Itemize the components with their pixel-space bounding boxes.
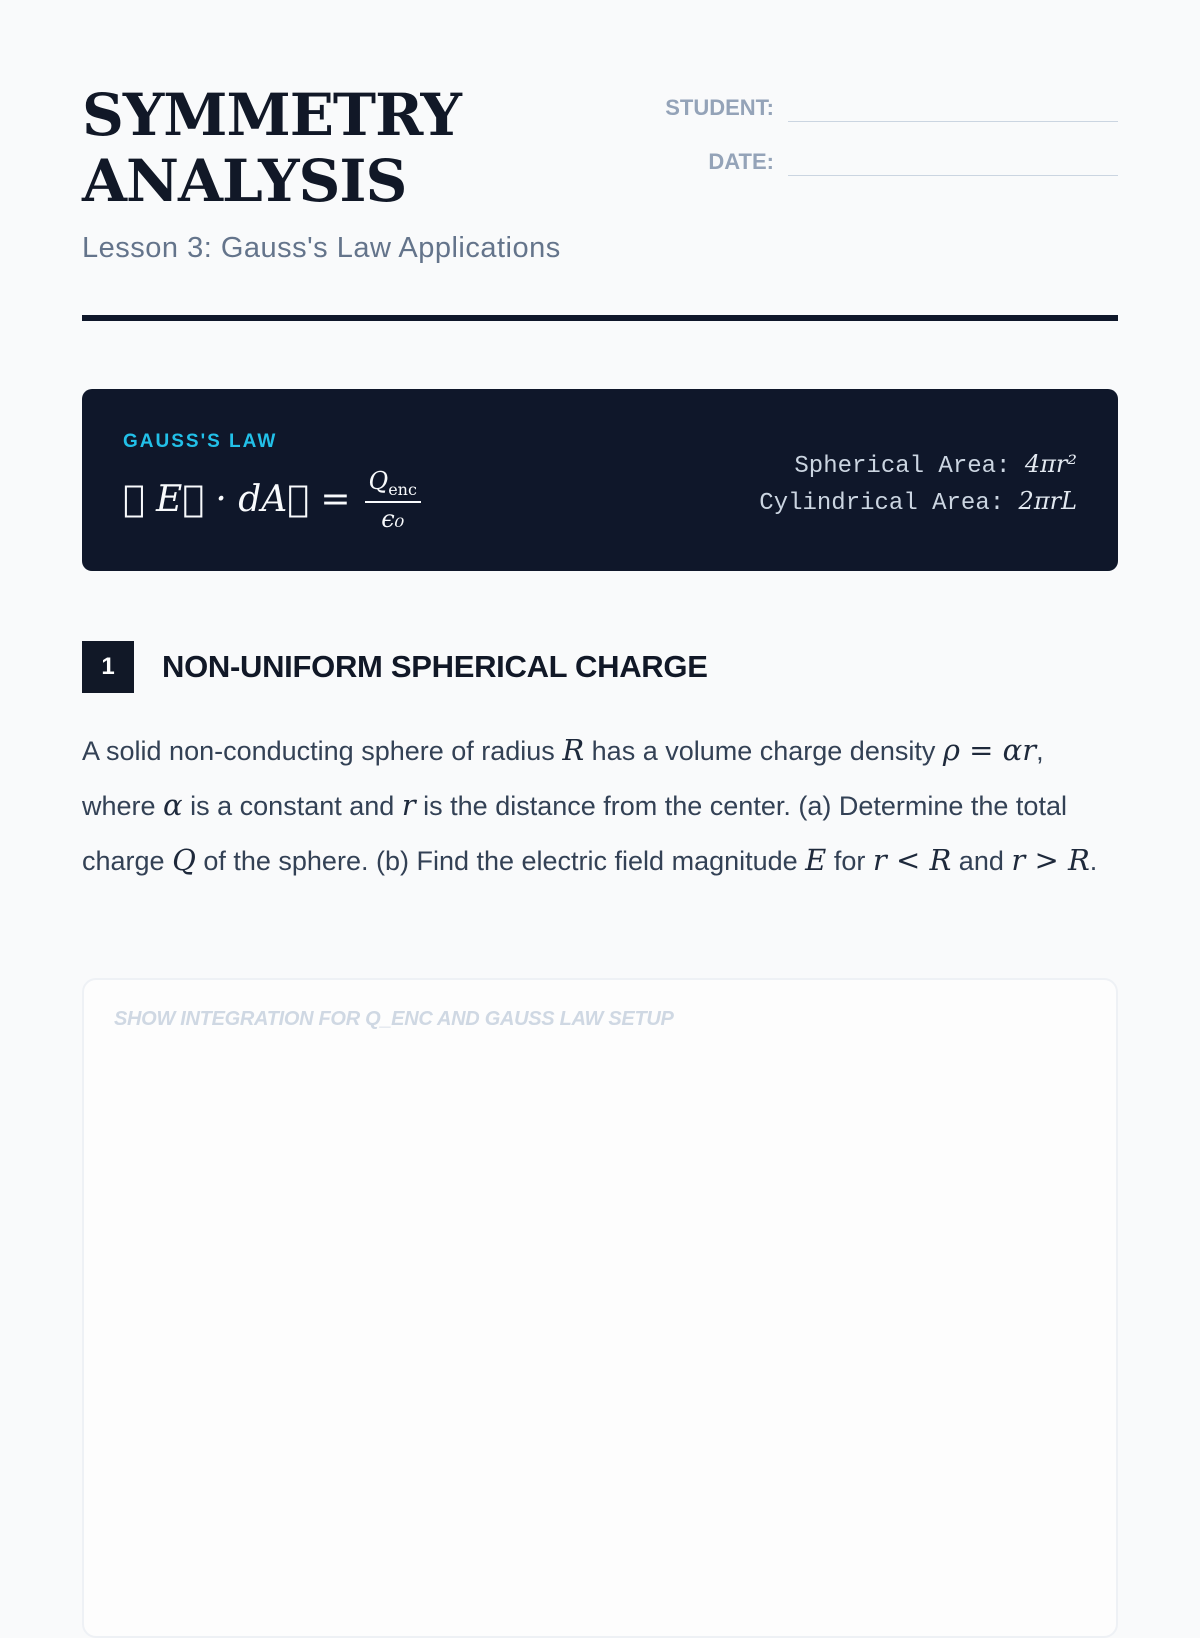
numerator-symbol: Q bbox=[368, 467, 389, 495]
question-text-part: is a constant and bbox=[182, 791, 402, 821]
date-label: DATE: bbox=[708, 149, 774, 174]
student-field-row bbox=[648, 86, 1118, 122]
question-number-badge: 1 bbox=[82, 641, 134, 693]
work-area-placeholder: SHOW INTEGRATION FOR Q_ENC AND GAUSS LAW SETUP bbox=[114, 1008, 674, 1030]
question-text-part: is the distance from the center. (a) Determine the total charge bbox=[82, 791, 1067, 876]
spherical-area-value: 4πr² bbox=[1024, 450, 1077, 478]
cylindrical-area-row bbox=[759, 484, 1077, 521]
gauss-law-formula-card bbox=[82, 389, 1118, 571]
question-text-part: and bbox=[951, 846, 1012, 876]
lesson-subtitle: Lesson 3: Gauss's Law Applications bbox=[82, 232, 561, 264]
title-line-1: SYMMETRY bbox=[82, 81, 461, 149]
math-field-e: E bbox=[805, 843, 827, 877]
math-r: r bbox=[401, 788, 416, 822]
area-reference bbox=[759, 447, 1077, 521]
question-text-part: , where bbox=[82, 736, 1044, 821]
question-text bbox=[82, 723, 1118, 888]
fraction-numerator bbox=[365, 467, 421, 503]
title-line-2: ANALYSIS bbox=[82, 147, 407, 215]
question-text-part: for bbox=[826, 846, 873, 876]
worksheet-header bbox=[82, 0, 1118, 322]
formula-label: GAUSS'S LAW bbox=[123, 431, 278, 452]
date-field-row bbox=[648, 140, 1118, 176]
math-outside-condition: r > R bbox=[1011, 843, 1090, 877]
spherical-area-label: Spherical Area: bbox=[794, 453, 1011, 480]
equation-fraction bbox=[365, 467, 421, 533]
cylindrical-area-label: Cylindrical Area: bbox=[759, 490, 1005, 517]
student-label: STUDENT: bbox=[665, 95, 774, 120]
math-charge-density: ρ = αr bbox=[942, 733, 1037, 767]
page-title bbox=[82, 82, 622, 214]
equation-lhs: ∮ E⃗ · dA⃗ = bbox=[123, 479, 351, 521]
question-header bbox=[82, 641, 708, 693]
question-title: NON-UNIFORM SPHERICAL CHARGE bbox=[162, 649, 708, 684]
math-total-charge: Q bbox=[172, 843, 196, 877]
spherical-area-row bbox=[759, 447, 1077, 484]
question-text-part: has a volume charge density bbox=[584, 736, 943, 766]
student-name-field[interactable] bbox=[788, 91, 1118, 122]
cylindrical-area-value: 2πrL bbox=[1018, 487, 1077, 515]
date-field[interactable] bbox=[788, 145, 1118, 176]
student-info-fields bbox=[648, 86, 1118, 194]
question-text-part: . bbox=[1089, 846, 1098, 876]
question-text-part: of the sphere. (b) Find the electric field magnitude bbox=[195, 846, 806, 876]
math-radius: R bbox=[562, 733, 585, 767]
fraction-denominator: ϵ₀ bbox=[381, 504, 405, 533]
numerator-subscript: enc bbox=[388, 479, 417, 499]
math-alpha: α bbox=[163, 788, 183, 822]
header-divider bbox=[82, 315, 1118, 321]
question-text-part: A solid non-conducting sphere of radius bbox=[82, 736, 563, 766]
answer-work-area[interactable] bbox=[82, 978, 1118, 1638]
math-inside-condition: r < R bbox=[872, 843, 952, 877]
